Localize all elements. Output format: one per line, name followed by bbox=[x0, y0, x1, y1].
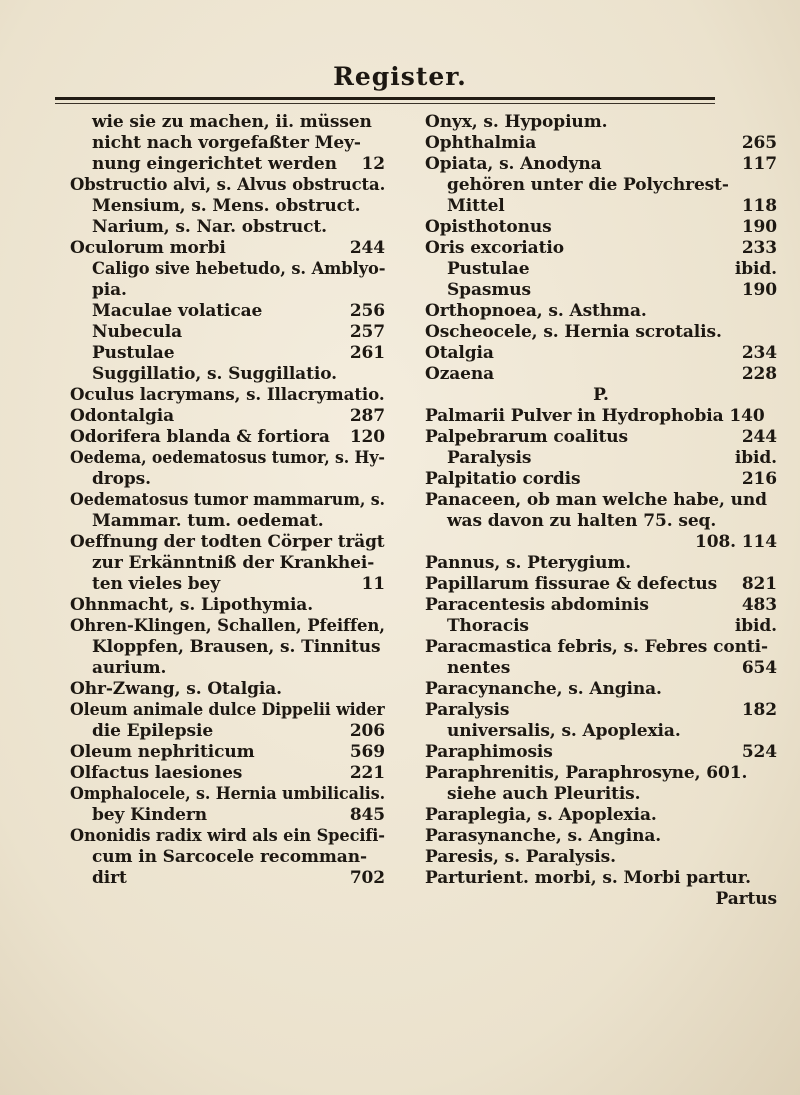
entry-page-number: 257 bbox=[349, 322, 385, 342]
entry-term: bey Kindern bbox=[92, 805, 208, 825]
index-entry bbox=[425, 511, 777, 532]
entry-page-number: 12 bbox=[361, 154, 385, 174]
index-entry bbox=[425, 280, 777, 301]
index-entry bbox=[425, 301, 777, 322]
entry-page-number: 120 bbox=[349, 427, 385, 447]
index-entry bbox=[70, 595, 385, 616]
entry-term: Opisthotonus bbox=[425, 217, 552, 237]
index-entry bbox=[425, 385, 777, 406]
index-entry bbox=[70, 658, 385, 679]
entry-term: nung eingerichtet werden bbox=[92, 154, 337, 174]
entry-term: Ohr-Zwang, s. Otalgia. bbox=[70, 679, 282, 699]
index-entry bbox=[425, 616, 777, 637]
entry-term: Onyx, s. Hypopium. bbox=[425, 112, 608, 132]
index-entry bbox=[70, 343, 385, 364]
entry-term: Oculus lacrymans, s. Illacrymatio. bbox=[70, 385, 385, 405]
index-entry bbox=[425, 658, 777, 679]
entry-page-number: 244 bbox=[741, 427, 777, 447]
entry-page-number: 190 bbox=[741, 217, 777, 237]
entry-term: Thoracis bbox=[447, 616, 529, 636]
entry-page-number: 845 bbox=[349, 805, 385, 825]
entry-page-number: 117 bbox=[741, 154, 777, 174]
index-entry bbox=[70, 616, 385, 637]
index-entry bbox=[70, 511, 385, 532]
entry-page-number: 821 bbox=[741, 574, 777, 594]
index-entry bbox=[70, 742, 385, 763]
index-entry bbox=[425, 469, 777, 490]
entry-term: Palpitatio cordis bbox=[425, 469, 581, 489]
entry-term: Paresis, s. Paralysis. bbox=[425, 847, 616, 867]
index-entry bbox=[70, 847, 385, 868]
index-entry bbox=[425, 637, 777, 658]
index-entry bbox=[70, 406, 385, 427]
entry-term: Oeffnung der todten Cörper trägt bbox=[70, 532, 385, 552]
entry-term: Partus bbox=[715, 889, 777, 909]
index-entry bbox=[70, 154, 385, 175]
index-entry bbox=[70, 784, 385, 805]
index-entry bbox=[425, 679, 777, 700]
entry-term: Otalgia bbox=[425, 343, 494, 363]
entry-term: Mittel bbox=[447, 196, 505, 216]
index-entry bbox=[425, 238, 777, 259]
entry-term: Nubecula bbox=[92, 322, 182, 342]
entry-page-number: 11 bbox=[361, 574, 385, 594]
entry-term: Obstructio alvi, s. Alvus obstructa. bbox=[70, 175, 386, 195]
entry-term: universalis, s. Apoplexia. bbox=[447, 721, 681, 741]
entry-term: Oleum nephriticum bbox=[70, 742, 255, 762]
entry-term: zur Erkänntniß der Krankhei- bbox=[92, 553, 375, 573]
index-entry bbox=[425, 217, 777, 238]
index-entry bbox=[70, 322, 385, 343]
entry-term: Paracentesis abdominis bbox=[425, 595, 649, 615]
index-entry bbox=[425, 784, 777, 805]
index-entry bbox=[425, 595, 777, 616]
header-rule-thin bbox=[55, 103, 715, 104]
entry-page-number: 118 bbox=[741, 196, 777, 216]
index-entry bbox=[425, 322, 777, 343]
entry-term: Suggillatio, s. Suggillatio. bbox=[92, 364, 337, 384]
entry-term: Mammar. tum. oedemat. bbox=[92, 511, 324, 531]
entry-term: 108. 114 bbox=[694, 532, 777, 552]
index-entry bbox=[70, 364, 385, 385]
entry-term: Oedematosus tumor mammarum, s. bbox=[70, 490, 385, 510]
index-entry bbox=[425, 889, 777, 910]
index-entry bbox=[425, 364, 777, 385]
entry-page-number: 524 bbox=[741, 742, 777, 762]
index-entry bbox=[425, 868, 777, 889]
index-entry bbox=[425, 742, 777, 763]
entry-term: Palmarii Pulver in Hydrophobia 140 bbox=[425, 406, 765, 426]
entry-term: Mensium, s. Mens. obstruct. bbox=[92, 196, 361, 216]
entry-page-number: 654 bbox=[741, 658, 777, 678]
index-entry bbox=[70, 469, 385, 490]
entry-term: nicht nach vorgefaßter Mey- bbox=[92, 133, 361, 153]
entry-page-number: ibid. bbox=[734, 616, 777, 636]
index-entry bbox=[425, 112, 777, 133]
index-entry bbox=[70, 217, 385, 238]
entry-term: aurium. bbox=[92, 658, 167, 678]
entry-term: Pustulae bbox=[92, 343, 175, 363]
index-entry bbox=[70, 532, 385, 553]
left-column bbox=[70, 112, 385, 889]
entry-page-number: ibid. bbox=[734, 448, 777, 468]
entry-term: Paralysis bbox=[425, 700, 510, 720]
entry-term: Spasmus bbox=[447, 280, 531, 300]
entry-page-number: 569 bbox=[349, 742, 385, 762]
entry-term: Omphalocele, s. Hernia umbilicalis. bbox=[70, 784, 386, 804]
entry-page-number: 261 bbox=[349, 343, 385, 363]
entry-term: Oscheocele, s. Hernia scrotalis. bbox=[425, 322, 722, 342]
index-entry bbox=[425, 553, 777, 574]
entry-page-number: 228 bbox=[741, 364, 777, 384]
index-entry bbox=[70, 175, 385, 196]
entry-term: Orthopnoea, s. Asthma. bbox=[425, 301, 647, 321]
entry-page-number: 256 bbox=[349, 301, 385, 321]
index-entry bbox=[425, 196, 777, 217]
index-entry bbox=[425, 154, 777, 175]
index-entry bbox=[425, 700, 777, 721]
entry-term: Ozaena bbox=[425, 364, 495, 384]
index-entry bbox=[70, 490, 385, 511]
index-entry bbox=[70, 574, 385, 595]
entry-term: Ononidis radix wird als ein Specifi- bbox=[70, 826, 385, 846]
index-entry bbox=[425, 259, 777, 280]
index-entry bbox=[70, 448, 385, 469]
index-entry bbox=[70, 259, 385, 280]
index-entry bbox=[70, 700, 385, 721]
index-entry bbox=[425, 532, 777, 553]
entry-term: Olfactus laesiones bbox=[70, 763, 243, 783]
index-entry bbox=[70, 637, 385, 658]
index-entry bbox=[70, 805, 385, 826]
entry-term: wie sie zu machen, ii. müssen bbox=[92, 112, 372, 132]
entry-page-number: 234 bbox=[741, 343, 777, 363]
entry-page-number: 190 bbox=[741, 280, 777, 300]
entry-term: Paraphimosis bbox=[425, 742, 553, 762]
index-entry bbox=[70, 868, 385, 889]
entry-page-number: 244 bbox=[349, 238, 385, 258]
entry-term: dirt bbox=[92, 868, 127, 888]
entry-term: Ophthalmia bbox=[425, 133, 537, 153]
index-entry bbox=[70, 133, 385, 154]
index-entry bbox=[70, 721, 385, 742]
entry-term: Panaceen, ob man welche habe, und bbox=[425, 490, 767, 510]
entry-page-number: ibid. bbox=[734, 259, 777, 279]
entry-term: Papillarum fissurae & defectus bbox=[425, 574, 718, 594]
right-column bbox=[425, 112, 777, 910]
entry-term: cum in Sarcocele recomman- bbox=[92, 847, 367, 867]
index-entry bbox=[425, 826, 777, 847]
entry-term: Paracynanche, s. Angina. bbox=[425, 679, 662, 699]
entry-term: die Epilepsie bbox=[92, 721, 214, 741]
entry-term: P. bbox=[593, 385, 609, 405]
entry-term: Odontalgia bbox=[70, 406, 175, 426]
entry-term: Paraplegia, s. Apoplexia. bbox=[425, 805, 657, 825]
entry-term: Opiata, s. Anodyna bbox=[425, 154, 602, 174]
index-entry bbox=[425, 343, 777, 364]
entry-page-number: 216 bbox=[741, 469, 777, 489]
entry-term: Parasynanche, s. Angina. bbox=[425, 826, 662, 846]
index-entry bbox=[70, 238, 385, 259]
page-title: Register. bbox=[333, 62, 467, 91]
entry-page-number: 221 bbox=[349, 763, 385, 783]
entry-page-number: 287 bbox=[349, 406, 385, 426]
index-entry bbox=[425, 448, 777, 469]
entry-term: gehören unter die Polychrest- bbox=[447, 175, 729, 195]
index-entry bbox=[425, 133, 777, 154]
entry-page-number: 702 bbox=[349, 868, 385, 888]
entry-term: Caligo sive hebetudo, s. Amblyo- bbox=[92, 259, 386, 279]
entry-term: drops. bbox=[92, 469, 151, 489]
index-entry bbox=[425, 805, 777, 826]
index-entry bbox=[425, 574, 777, 595]
entry-term: Paraphrenitis, Paraphrosyne, 601. bbox=[425, 763, 748, 783]
entry-page-number: 206 bbox=[349, 721, 385, 741]
entry-term: Maculae volaticae bbox=[92, 301, 263, 321]
entry-term: Oedema, oedematosus tumor, s. Hy- bbox=[70, 448, 385, 468]
index-entry bbox=[70, 427, 385, 448]
entry-term: ten vieles bey bbox=[92, 574, 221, 594]
header-rule-thick bbox=[55, 97, 715, 100]
index-entry bbox=[425, 406, 777, 427]
index-entry bbox=[425, 490, 777, 511]
index-entry bbox=[70, 280, 385, 301]
index-entry bbox=[70, 112, 385, 133]
index-entry bbox=[425, 175, 777, 196]
entry-term: Pannus, s. Pterygium. bbox=[425, 553, 632, 573]
entry-term: pia. bbox=[92, 280, 127, 300]
entry-term: Oculorum morbi bbox=[70, 238, 226, 258]
entry-term: was davon zu halten 75. seq. bbox=[447, 511, 717, 531]
index-entry bbox=[70, 385, 385, 406]
entry-term: siehe auch Pleuritis. bbox=[447, 784, 641, 804]
index-entry bbox=[425, 763, 777, 784]
entry-term: Narium, s. Nar. obstruct. bbox=[92, 217, 327, 237]
entry-term: Oris excoriatio bbox=[425, 238, 564, 258]
entry-term: Odorifera blanda & fortiora bbox=[70, 427, 330, 447]
index-entry bbox=[425, 427, 777, 448]
entry-page-number: 265 bbox=[741, 133, 777, 153]
entry-term: Paralysis bbox=[447, 448, 532, 468]
entry-page-number: 233 bbox=[741, 238, 777, 258]
entry-term: Kloppfen, Brausen, s. Tinnitus bbox=[92, 637, 381, 657]
entry-term: Ohren-Klingen, Schallen, Pfeiffen, bbox=[70, 616, 385, 636]
index-entry bbox=[70, 553, 385, 574]
index-entry bbox=[70, 301, 385, 322]
index-entry bbox=[425, 847, 777, 868]
entry-page-number: 182 bbox=[741, 700, 777, 720]
entry-term: nentes bbox=[447, 658, 511, 678]
index-entry bbox=[70, 196, 385, 217]
index-entry bbox=[70, 826, 385, 847]
entry-term: Parturient. morbi, s. Morbi partur. bbox=[425, 868, 751, 888]
entry-page-number: 483 bbox=[741, 595, 777, 615]
entry-term: Palpebrarum coalitus bbox=[425, 427, 628, 447]
index-entry bbox=[70, 763, 385, 784]
entry-term: Oleum animale dulce Dippelii wider bbox=[70, 700, 385, 720]
index-entry bbox=[70, 679, 385, 700]
entry-term: Pustulae bbox=[447, 259, 530, 279]
entry-term: Ohnmacht, s. Lipothymia. bbox=[70, 595, 314, 615]
index-entry bbox=[425, 721, 777, 742]
entry-term: Paracmastica febris, s. Febres conti- bbox=[425, 637, 768, 657]
